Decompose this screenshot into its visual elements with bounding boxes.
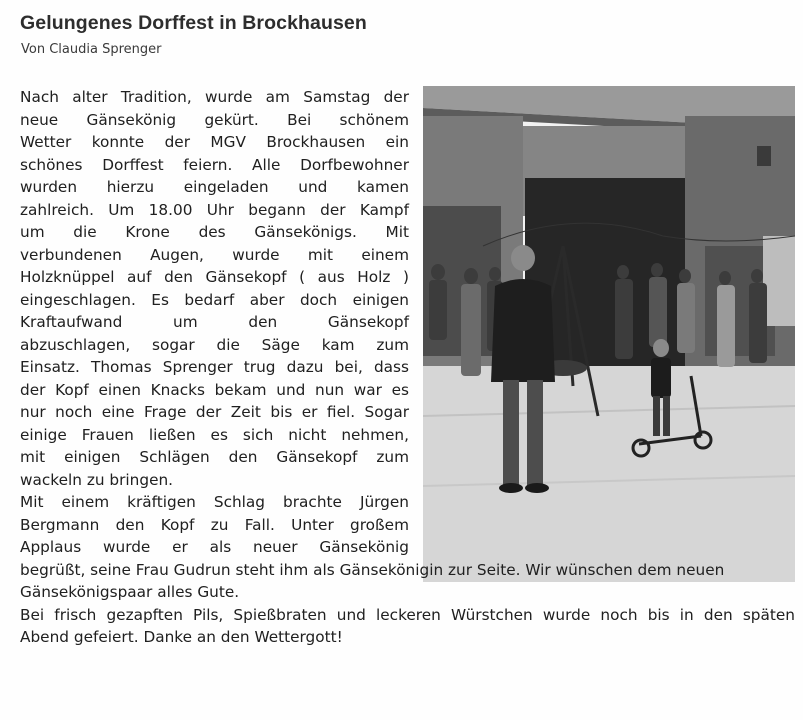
village-festival-photo xyxy=(423,86,795,582)
text-line: mit einigen Schlägen den Gänsekopf zum xyxy=(20,448,409,466)
text-line: neue Gänsekönig gekürt. Bei schönem xyxy=(20,110,409,129)
text-line: Bergmann den Kopf zu Fall. Unter großem xyxy=(20,515,409,534)
text-line: Mit einem kräftigen Schlag brachte Jürgen xyxy=(20,493,409,511)
text-line: Kraftaufwand um den Gänsekopf xyxy=(20,313,409,331)
article-byline: Von Claudia Sprenger xyxy=(21,42,162,57)
text-line: nur noch eine Frage der Zeit bis er fiel. Sogar xyxy=(20,403,409,421)
text-line: begrüßt, seine Frau Gudrun steht ihm als Gänsekönigin zur Seite. Wir wünschen dem neuen xyxy=(20,560,725,579)
text-line: eingeschlagen. Es bedarf aber doch einigen xyxy=(20,290,409,309)
article-body xyxy=(20,86,795,649)
text-line: wackeln zu bringen. xyxy=(20,470,174,489)
text-line: schönes Dorffest feiern. Alle Dorfbewohner xyxy=(20,155,409,174)
text-line: verbundenen Augen, wurde mit einem xyxy=(20,245,409,264)
text-line: Gänsekönigspaar alles Gute. xyxy=(20,583,240,601)
text-line: Holzknüppel auf den Gänsekopf ( aus Holz ) xyxy=(20,268,409,286)
article-title: Gelungenes Dorffest in Brockhausen xyxy=(20,12,367,34)
text-line: Applaus wurde er als neuer Gänsekönig xyxy=(20,538,409,556)
text-line: Abend gefeiert. Danke an den Wettergott! xyxy=(20,628,343,646)
text-line: Bei frisch gezapften Pils, Spießbraten und leckeren Würstchen wurde noch bis in den späten xyxy=(20,605,795,624)
paragraph-3 xyxy=(20,604,795,649)
text-line: um die Krone des Gänsekönigs. Mit xyxy=(20,223,409,241)
text-line: abzuschlagen, sogar die Säge kam zum xyxy=(20,335,409,354)
text-line: der Kopf einen Knacks bekam und nun war es xyxy=(20,380,409,399)
text-line: Einsatz. Thomas Sprenger trug dazu bei, dass xyxy=(20,358,409,376)
text-line: wurden hierzu eingeladen und kamen xyxy=(20,178,409,196)
text-line: einige Frauen ließen es sich nicht nehmen, xyxy=(20,425,409,444)
text-line: Nach alter Tradition, wurde am Samstag der xyxy=(20,88,409,106)
text-line: zahlreich. Um 18.00 Uhr begann der Kampf xyxy=(20,200,409,219)
text-line: Wetter konnte der MGV Brockhausen ein xyxy=(20,133,409,151)
